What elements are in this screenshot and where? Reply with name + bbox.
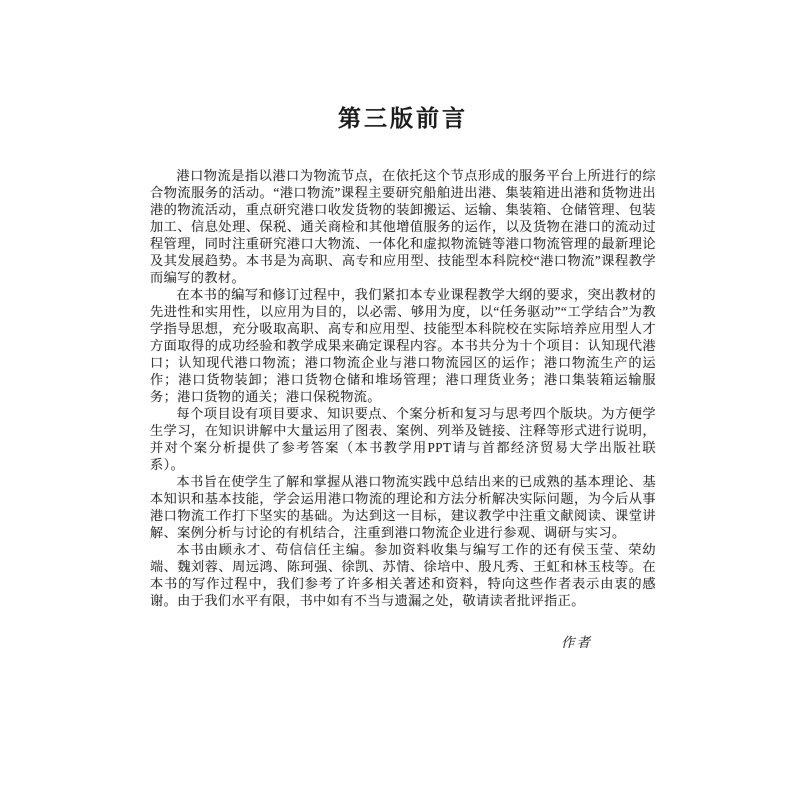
preface-paragraph: 本书旨在使学生了解和掌握从港口物流实践中总结出来的已成熟的基本理论、基本知识和基本技能，学会运用港口物流的理论和方法分析解决实际问题，为今后从事港口物流工作打下坚实的基础。为达到这一目标，建议教学中注重文献阅读、课堂讲解、案例分析与讨论的有机结合，注重到港口物流企业进行参观、调研与实习。: [150, 474, 656, 540]
page-title: 第三版前言: [338, 106, 468, 131]
preface-paragraph: 本书由顾永才、苟信信任主编。参加资料收集与编写工作的还有侯玉莹、荣幼端、魏刘蓉、周远鸿、陈珂强、徐凯、苏情、徐培中、殷凡秀、王虹和林玉枝等。在本书的写作过程中，我们参考了许多相关著述和资料，特向这些作者表示由衷的感谢。由于我们水平有限，书中如有不当与遗漏之处，敬请读者批评指正。: [150, 542, 656, 608]
preface-paragraph: 在本书的编写和修订过程中，我们紧扣本专业课程教学大纲的要求，突出教材的先进性和实用性，以应用为目的，以必需、够用为度，以“任务驱动”“工学结合”为教学指导思想，充分吸取高职、高专和应用型、技能型本科院校在实际培养应用型人才方面取得的成功经验和教学成果来确定课程内容。本书共分为十个项目：认知现代港口；认知现代港口物流；港口物流企业与港口物流园区的运作；港口物流生产的运作；港口货物装卸；港口货物仓储和堆场管理；港口理货业务；港口集装箱运输服务；港口货物的通关；港口保税物流。: [150, 287, 656, 404]
author-signature: 作者: [561, 635, 592, 650]
text-block: [150, 0, 656, 651]
preface-body: [150, 167, 656, 609]
preface-paragraph: 每个项目设有项目要求、知识要点、个案分析和复习与思考四个版块。为方便学生学习，在知识讲解中大量运用了图表、案例、列举及链接、注释等形式进行说明，并对个案分析提供了参考答案（本书教学用PPT请与首都经济贸易大学出版社联系）。: [150, 406, 656, 472]
preface-paragraph: 港口物流是指以港口为物流节点，在依托这个节点形成的服务平台上所进行的综合物流服务的活动。“港口物流”课程主要研究船舶进出港、集装箱进出港和货物进出港的物流活动，重点研究港口收发货物的装卸搬运、运输、集装箱、仓储管理、包装加工、信息处理、保税、通关商检和其他增值服务的运作，以及货物在港口的流动过程管理，同时注重研究港口大物流、一体化和虚拟物流链等港口物流管理的最新理论及其发展趋势。本书是为高职、高专和应用型、技能型本科院校“港口物流”课程教学而编写的教材。: [150, 168, 656, 285]
